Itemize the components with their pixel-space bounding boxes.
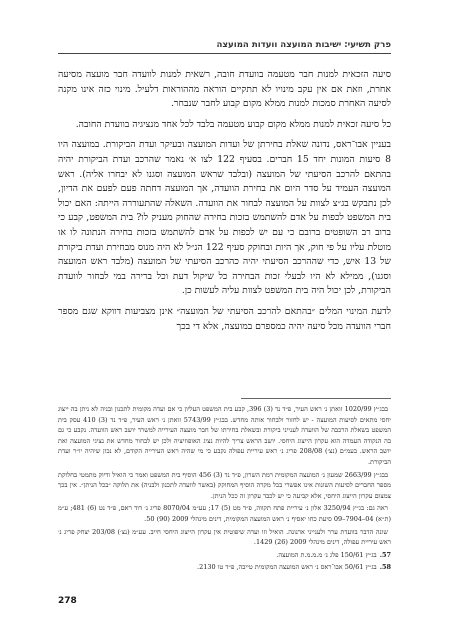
footnote [58,562,391,573]
footnote-text: ראה גם: בג״ץ 3250/94 אלון נ׳ עיריית פתח תקווה, פ״ד מט (5) 17; עע״מ 8070/04 פריג נ׳ דוד ראם, פ״ד נט (6) 481; ע״מ (ת״א) 04–7904–09 סיעת כחו יאסיף נ׳ ראש המועצה המקומית, דינים מינהלי 2009 (90) 50. [58,504,391,523]
footnote [58,550,391,561]
footnote-number: 57. [379,550,391,559]
footnote-text: בבג״ץ 1020/99 זואתן נ׳ ראש העיר, פ״ד נד (3) 396, קבע בית המשפט העליון כי אם ועדה מקומית לתכנון ובניה לא ניתן בה ייצוג יחסי מתאים לסיעות המועצה - יש לחזור ולבחור אותה מחדש. בבג״ץ 5743/99 זואתן נ׳ ראש העיר, פ״ד נד (3) 410 עסק בית המשפט בשאלת הרכבה של הוועדה לענייני ביקורת ובשאלת בחירתו של חבר מועצה העירייה למשרד יושב ראש הוועדה. נקבע כי גם בה הנקודה העמדה הוא עקרון הייצוג היחסי. יושב הראש צריך להיות נציג האופוזיציה ולכן יש לבחור מחדש את נציגי המועצה ואת יושב הראש. בעמ״ם (נצ׳) 208/08 פריג נ׳ ראש עיריית עפולה נקבע כי מי שהיה ראש העירייה הקודם, לא נכון שיהיה יו״ר ועדת הביקורת. [58,405,391,466]
footnote-text: בג״ץ 150/61 פלג נ׳ מ.מ.מ.ת המועצה. [276,550,377,559]
page-number: 278 [58,596,77,606]
footnote [58,527,391,548]
footnote [58,503,391,524]
paragraph: כל סיעה זכאית למנות ממלא מקום קבוע מטעמה בלבד לכל אחד מנציגיה בוועדת החובה. [75,118,391,130]
footnote-text: בג״ץ 50/61 אבו־ראס נ׳ ראש המועצה המקומית טייבה, פ״ד טו 2130. [197,563,377,572]
footnote [58,470,391,502]
paragraph: בעניין אבו־ראס, נדונה שאלת בחירתן של ועדות המועצה ובעיקר ועדת הביקורת. במועצה היו 8 סיעות המונות יחד 15 חברים. בסעיף 122 לצו א׳ נאמר שהרכב ועדת הביקורת יהיה בהתאם להרכב הסיעתי של המועצה (ובלבד שראש המועצה וסגנו לא יבחרו אליה). ראש המועצה העמיד על סדר היום את בחירת הוועדה, אך המועצה דחתה פעם לפעם את הדיון, לכן נתבקש בג״צ לצוות על המועצה לבחור את הוועדה. השאלה שהתעוררה הייתה: האם יכול בית המשפט לכפות על אדם להשתמש בזכות בחירה שהחוק מעניק לו? בית המשפט, קבע כי ברוב רב השופטים ברובם כי עם יש לכפות על אדם להשתמש בזכות בחירה הנתונה לו או מוטלת עליו על פי חוק, אך היות ובחוקק סעיף 122 הנ״ל לא היה מנוס מבחירת ועדת ביקורת של 13 איש, כדי שההרכב הסיעתי יהיה כהרכב הסיעתי של המועצה (מלבד ראש המועצה וסגנו), ממילא לא היו לבעלי זכות הבחירה כל שיקול דעת וכל ברירה במי לבחור לוועדת הביקורת, לכן יכול היה בית המשפט לצוות עליה לעשות כן. [58,139,392,297]
paragraph: לדעת המינוי המלים ״בהתאם להרכב הסיעתי של המועצה״ אינן מצביעות דווקא שגם מספר חברי הוועדה מכל סיעה יהיה כמספרם במועצה, אלא די בכך [58,305,391,332]
footnote-number: 58. [379,563,391,572]
running-header: פרק תשיעי: ישיבות המועצה וועדות המועצה [58,40,391,54]
footnotes [58,404,391,575]
footnote-divider [241,398,391,399]
main-text [58,68,391,340]
footnote-text: בבג״ץ 2663/99 שמעון נ׳ המועצה המקומית רמת השרון, פ״ד נד (3) 456 הוסיף בית המשפט ואמר כי הואיל ודיוק מתמטי בחלוקת מספר החברים לסיעות השונות אינו אפשרי בכל מקרה הוסיף המחוקק (באשר לוועדה לתכנון ולבניה) את תלוקה ״בכל הניתן״. אין בכך צמצום עקרון הייצוג היחסי, אלא קביעה כי יש לכבד עקרון זה ככל הניתן. [58,470,391,500]
footnote [58,404,391,468]
footnote-text: שונה הדבר בוועדת ערר ולענייני ארנונה. הואיל וזו ועדה שיפוטית אין עקרון הייצוג היחסי חייב. עע״מ (נצ׳) 203/08 יצחק פריג נ׳ ראש עיריית עפולה, דינים מינהלי 2009 (26) 1429. [58,527,391,547]
paragraph: סיעה הזכאית למנות חבר מטעמה בוועדת חובה, רשאית למנות לוועדה חבר מועצה מסיעה אחרת, וזאת אם אין עקב מינויו לא תתקיים הוראה מההוראות דלעיל. מינוי כזה אינו מקנה לסיעה האחרת סמכות למנות ממלא מקום קבוע לחבר שנבחר. [58,69,391,110]
